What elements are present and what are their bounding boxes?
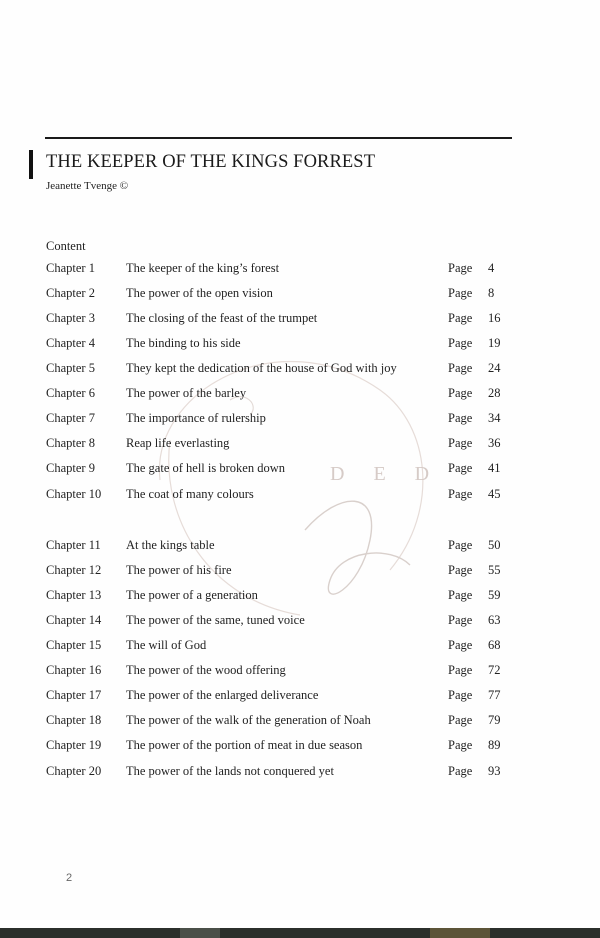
content-heading: Content: [46, 239, 86, 253]
toc-page-label: Page: [448, 286, 473, 300]
toc-chapter-label: Chapter 11: [46, 538, 101, 552]
toc-chapter-title: The keeper of the king’s forest: [126, 261, 280, 275]
watermark-text: D E D: [330, 463, 442, 485]
toc-chapter-label: Chapter 18: [46, 713, 102, 727]
toc-page-number: 16: [488, 311, 501, 325]
toc-chapter-title: The will of God: [126, 638, 207, 652]
toc-row: [46, 764, 516, 784]
toc-page-number: 24: [488, 361, 501, 375]
toc-chapter-label: Chapter 10: [46, 487, 102, 501]
toc-page-number: 50: [488, 538, 501, 552]
toc-page-label: Page: [448, 713, 473, 727]
toc-page-number: 34: [488, 411, 501, 425]
toc-row: [46, 713, 516, 733]
toc-page-label: Page: [448, 613, 473, 627]
toc-page-label: Page: [448, 461, 473, 475]
toc-chapter-label: Chapter 8: [46, 436, 95, 450]
toc-chapter-title: At the kings table: [126, 538, 215, 552]
toc-page-number: 28: [488, 386, 501, 400]
toc-row: [46, 538, 516, 558]
toc-row: [46, 563, 516, 583]
toc-page-label: Page: [448, 261, 473, 275]
toc-page-number: 4: [488, 261, 495, 275]
toc-page-label: Page: [448, 638, 473, 652]
toc-chapter-title: The power of the enlarged deliverance: [126, 688, 319, 702]
toc-page-label: Page: [448, 588, 473, 602]
toc-chapter-title: The power of the open vision: [126, 286, 273, 300]
toc-chapter-title: The binding to his side: [126, 336, 241, 350]
toc-row: [46, 738, 516, 758]
toc-page-label: Page: [448, 487, 473, 501]
toc-chapter-label: Chapter 4: [46, 336, 95, 350]
toc-chapter-label: Chapter 7: [46, 411, 95, 425]
toc-chapter-label: Chapter 14: [46, 613, 102, 627]
toc-page-number: 8: [488, 286, 495, 300]
toc-chapter-title: The importance of rulership: [126, 411, 266, 425]
toc-page-number: 79: [488, 713, 501, 727]
toc-page-label: Page: [448, 436, 473, 450]
title-accent-bar: [29, 150, 33, 179]
toc-chapter-title: The power of the barley: [126, 386, 247, 400]
toc-page-label: Page: [448, 663, 473, 677]
toc-row: [46, 613, 516, 633]
toc-chapter-title: The power of the walk of the generation of Noah: [126, 713, 371, 727]
toc-page-number: 41: [488, 461, 501, 475]
toc-page-label: Page: [448, 563, 473, 577]
toc-row: [46, 261, 516, 281]
toc-row: [46, 386, 516, 406]
toc-page-number: 89: [488, 738, 501, 752]
toc-chapter-title: Reap life everlasting: [126, 436, 230, 450]
toc-page-number: 63: [488, 613, 501, 627]
toc-row: [46, 336, 516, 356]
toc-chapter-title: The gate of hell is broken down: [126, 461, 285, 475]
toc-chapter-title: The power of his fire: [126, 563, 232, 577]
toc-page-label: Page: [448, 411, 473, 425]
toc-page-number: 45: [488, 487, 501, 501]
toc-page-label: Page: [448, 361, 473, 375]
toc-page-label: Page: [448, 311, 473, 325]
toc-page-number: 59: [488, 588, 501, 602]
toc-chapter-title: The power of the lands not conquered yet: [126, 764, 334, 778]
bottom-edge-strip: [0, 928, 600, 938]
toc-row: [46, 461, 516, 481]
toc-chapter-title: The power of the portion of meat in due season: [126, 738, 363, 752]
page-number: 2: [66, 872, 73, 884]
toc-chapter-title: The power of the same, tuned voice: [126, 613, 305, 627]
author-line: Jeanette Tvenge ©: [46, 180, 129, 192]
toc-chapter-label: Chapter 17: [46, 688, 102, 702]
toc-chapter-title: The power of a generation: [126, 588, 258, 602]
toc-chapter-label: Chapter 19: [46, 738, 102, 752]
toc-row: [46, 286, 516, 306]
toc-chapter-label: Chapter 12: [46, 563, 102, 577]
toc-chapter-label: Chapter 20: [46, 764, 102, 778]
toc-row: [46, 361, 516, 381]
document-title: THE KEEPER OF THE KINGS FORREST: [46, 152, 376, 172]
toc-row: [46, 588, 516, 608]
toc-row: [46, 638, 516, 658]
toc-page-label: Page: [448, 688, 473, 702]
toc-page-label: Page: [448, 738, 473, 752]
toc-chapter-title: They kept the dedication of the house of God with joy: [126, 361, 397, 375]
toc-chapter-label: Chapter 13: [46, 588, 102, 602]
toc-chapter-label: Chapter 2: [46, 286, 95, 300]
toc-chapter-label: Chapter 3: [46, 311, 95, 325]
toc-row: [46, 688, 516, 708]
toc-row: [46, 436, 516, 456]
toc-chapter-title: The closing of the feast of the trumpet: [126, 311, 318, 325]
toc-page-number: 72: [488, 663, 501, 677]
toc-chapter-label: Chapter 6: [46, 386, 95, 400]
toc-page-number: 93: [488, 764, 501, 778]
toc-page-label: Page: [448, 538, 473, 552]
toc-page-number: 55: [488, 563, 501, 577]
toc-chapter-title: The coat of many colours: [126, 487, 254, 501]
toc-chapter-label: Chapter 15: [46, 638, 102, 652]
toc-page-number: 77: [488, 688, 501, 702]
toc-chapter-label: Chapter 16: [46, 663, 102, 677]
toc-chapter-label: Chapter 5: [46, 361, 95, 375]
toc-chapter-title: The power of the wood offering: [126, 663, 286, 677]
toc-row: [46, 311, 516, 331]
toc-page-label: Page: [448, 386, 473, 400]
toc-chapter-label: Chapter 9: [46, 461, 95, 475]
toc-page-number: 36: [488, 436, 501, 450]
toc-page-number: 19: [488, 336, 501, 350]
toc-page-label: Page: [448, 336, 473, 350]
toc-row: [46, 663, 516, 683]
toc-chapter-label: Chapter 1: [46, 261, 95, 275]
toc-row: [46, 411, 516, 431]
toc-row: [46, 487, 516, 507]
header-rule: [45, 137, 512, 139]
toc-page-number: 68: [488, 638, 501, 652]
toc-page-label: Page: [448, 764, 473, 778]
